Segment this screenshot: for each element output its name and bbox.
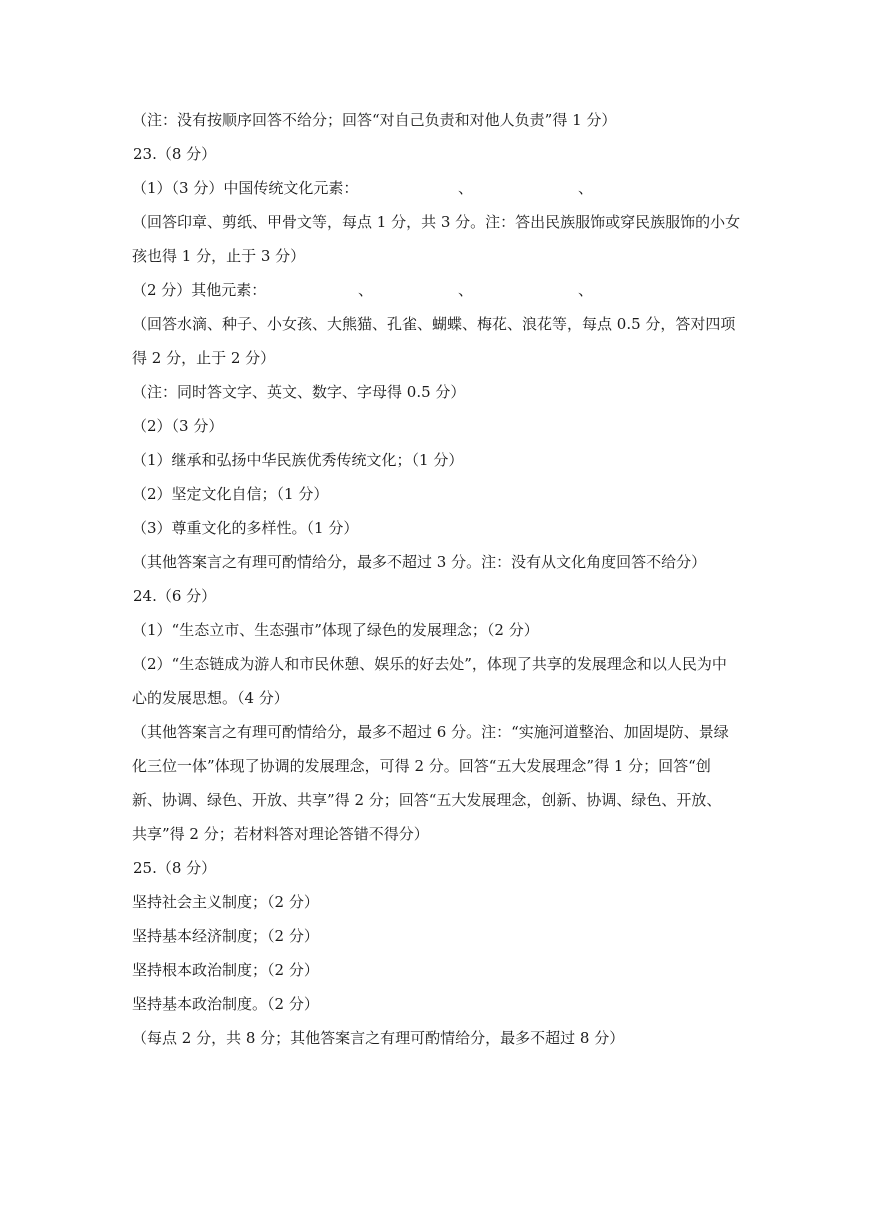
note-line: （注：同时答文字、英文、数字、字母得 0.5 分） (132, 383, 466, 401)
answer-line: 坚持基本经济制度；（2 分） (132, 927, 319, 945)
note-line: 共享”得 2 分；若材料答对理论答错不得分） (132, 825, 429, 843)
note-line: 得 2 分，止于 2 分） (132, 349, 276, 367)
blank-separator: 、 (578, 179, 594, 197)
note-line: （注：没有按顺序回答不给分；回答“对自己负责和对他人负责”得 1 分） (132, 111, 617, 129)
answer-line (132, 280, 742, 300)
question-24-heading: 24.（6 分） (133, 587, 217, 605)
answer-text: （1）（3 分）中国传统文化元素： (132, 179, 359, 197)
answer-line (132, 178, 742, 198)
question-25-heading: 25.（8 分） (133, 859, 217, 877)
answer-line: 心的发展思想。（4 分） (132, 689, 289, 707)
note-line: （每点 2 分，共 8 分；其他答案言之有理可酌情给分，最多不超过 8 分） (132, 1029, 625, 1047)
note-line: （其他答案言之有理可酌情给分，最多不超过 3 分。注：没有从文化角度回答不给分） (132, 553, 707, 571)
note-line: 化三位一体”体现了协调的发展理念，可得 2 分。回答“五大发展理念”得 1 分；回答“创 (132, 757, 711, 775)
note-line: （回答水滴、种子、小女孩、大熊猫、孔雀、蝴蝶、梅花、浪花等，每点 0.5 分，答对四项 (132, 315, 736, 333)
answer-line: （1）继承和弘扬中华民族优秀传统文化；（1 分） (132, 451, 464, 469)
answer-line: （2）“生态链成为游人和市民休憩、娱乐的好去处”，体现了共享的发展理念和以人民为中 (132, 655, 727, 673)
answer-text: （2 分）其他元素： (132, 281, 267, 299)
answer-line: 坚持社会主义制度；（2 分） (132, 893, 319, 911)
answer-line: （3）尊重文化的多样性。（1 分） (132, 519, 359, 537)
note-line: （回答印章、剪纸、甲骨文等，每点 1 分，共 3 分。注：答出民族服饰或穿民族服饰的小女 (132, 213, 741, 231)
answer-line: 坚持根本政治制度；（2 分） (132, 961, 319, 979)
blank-separator: 、 (458, 281, 474, 299)
blank-separator: 、 (358, 281, 374, 299)
note-line: 孩也得 1 分，止于 3 分） (132, 247, 306, 265)
answer-line: （2）（3 分） (132, 417, 224, 435)
note-line: 新、协调、绿色、开放、共享”得 2 分；回答“五大发展理念，创新、协调、绿色、开放、 (132, 791, 722, 809)
note-line: （其他答案言之有理可酌情给分，最多不超过 6 分。注：“实施河道整治、加固堤防、景绿 (132, 723, 729, 741)
answer-line: 坚持基本政治制度。（2 分） (132, 995, 319, 1013)
answer-line: （1）“生态立市、生态强市”体现了绿色的发展理念；（2 分） (132, 621, 539, 639)
blank-separator: 、 (458, 179, 474, 197)
question-23-heading: 23.（8 分） (133, 145, 217, 163)
answer-line: （2）坚定文化自信；（1 分） (132, 485, 329, 503)
blank-separator: 、 (578, 281, 594, 299)
